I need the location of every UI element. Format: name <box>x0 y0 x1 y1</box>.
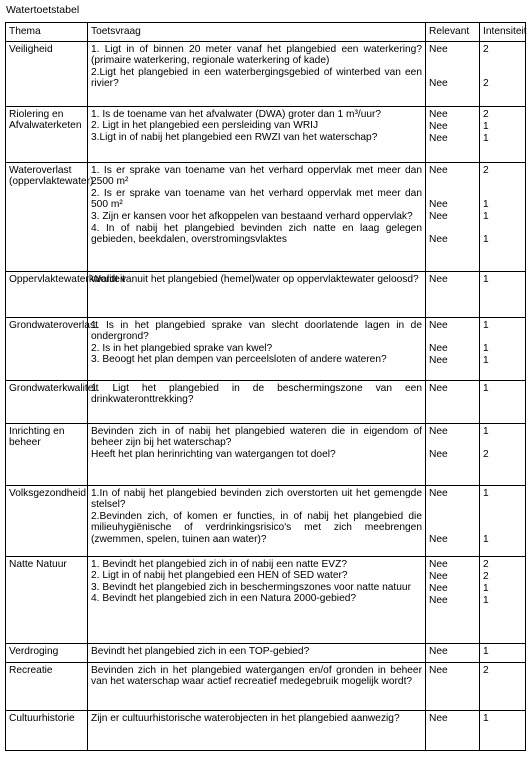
relevant-cell <box>426 643 480 662</box>
intensiteit-cell <box>480 317 526 380</box>
intensiteit-value: 1 <box>483 211 489 222</box>
header-intensiteit: Intensiteit <box>480 23 526 42</box>
thema-cell: Riolering en Afvalwaterketen <box>6 106 88 162</box>
question-text: 2.Bevinden zich, of komen er functies, in of nabij het plangebied die milieuhygiënische of verdrinkingsrisico's met zich meebrengen (zwemmen, spelen, tuinen aan water)? <box>91 510 422 545</box>
intensiteit-value: 1 <box>483 645 489 657</box>
table-row <box>6 423 526 485</box>
question-text: 2. Is er sprake van toename van het verhard oppervlak met meer dan 500 m² <box>91 187 422 211</box>
thema-cell: Inrichting en beheer <box>6 423 88 485</box>
question-text: Heeft het plan herinrichting van watergangen tot doel? <box>91 448 336 460</box>
relevant-value: Nee <box>429 425 448 437</box>
question-text: 2. Ligt in het plangebied een persleiding van WRIJ <box>91 120 319 132</box>
relevant-value: Nee <box>429 133 448 144</box>
table-row <box>6 485 526 556</box>
relevant-cell <box>426 106 480 162</box>
intensiteit-value: 2 <box>483 571 489 582</box>
table-row <box>6 162 526 271</box>
question-text: 4. Bevindt het plangebied zich in een Natura 2000-gebied? <box>91 593 357 605</box>
table-row <box>6 106 526 162</box>
question-text: Bevinden zich in het plangebied watergangen en/of gronden in beheer van het waterschap waar actief recreatief medegebruik mogelijk wordt? <box>91 664 422 688</box>
thema-cell: Cultuurhistorie <box>6 710 88 750</box>
intensiteit-cell <box>480 423 526 485</box>
intensiteit-value: 1 <box>483 273 489 285</box>
question-text: 1.In of nabij het plangebied bevinden zich overstorten uit het gemengde stelsel? <box>91 487 422 511</box>
relevant-value: Nee <box>429 712 448 724</box>
table-row <box>6 41 526 106</box>
relevant-cell <box>426 271 480 317</box>
intensiteit-value: 1 <box>483 319 489 331</box>
relevant-cell <box>426 162 480 271</box>
relevant-value: Nee <box>429 164 448 176</box>
relevant-value: Nee <box>429 319 448 331</box>
intensiteit-value: 1 <box>483 121 489 132</box>
relevant-value: Nee <box>429 43 448 55</box>
intensiteit-value: 1 <box>483 583 489 594</box>
header-relevant: Relevant <box>426 23 480 42</box>
table-body <box>6 41 526 750</box>
toetsvraag-cell <box>88 106 426 162</box>
relevant-value: Nee <box>429 571 448 582</box>
relevant-value: Nee <box>429 343 448 354</box>
relevant-value: Nee <box>429 595 448 606</box>
relevant-value: Nee <box>429 121 448 132</box>
relevant-value: Nee <box>429 234 448 245</box>
table-row <box>6 380 526 423</box>
table-row <box>6 271 526 317</box>
relevant-value: Nee <box>429 534 448 545</box>
header-thema: Thema <box>6 23 88 42</box>
intensiteit-cell <box>480 710 526 750</box>
relevant-value: Nee <box>429 78 448 89</box>
intensiteit-value: 1 <box>483 712 489 724</box>
thema-cell: Grondwateroverlast <box>6 317 88 380</box>
table-row <box>6 662 526 710</box>
intensiteit-cell <box>480 556 526 643</box>
intensiteit-cell <box>480 662 526 710</box>
intensiteit-cell <box>480 106 526 162</box>
thema-cell: Oppervlaktewaterkwaliteit <box>6 271 88 317</box>
relevant-value: Nee <box>429 487 448 499</box>
question-text: 3. Bevindt het plangebied zich in beschermingszones voor natte natuur <box>91 581 411 593</box>
question-text: 3. Beoogt het plan dempen van perceelsloten of andere wateren? <box>91 354 387 366</box>
table-row <box>6 710 526 750</box>
question-text: Bevinden zich in of nabij het plangebied wateren die in eigendom of beheer zijn bij het waterschap? <box>91 425 422 449</box>
question-text: 1. Is in het plangebied sprake van slecht doorlatende lagen in de ondergrond? <box>91 319 422 343</box>
question-text: Bevindt het plangebied zich in een TOP-gebied? <box>91 645 310 657</box>
thema-cell: Veiligheid <box>6 41 88 106</box>
toetsvraag-cell <box>88 162 426 271</box>
question-text: 4. In of nabij het plangebied bevinden zich natte en laag gelegen gebieden, beekdalen, overstromingsvlaktes <box>91 222 422 246</box>
relevant-value: Nee <box>429 211 448 222</box>
toetsvraag-cell <box>88 485 426 556</box>
question-text: 1. Ligt het plangebied in de beschermingszone van een drinkwateronttrekking? <box>91 382 422 406</box>
thema-cell: Wateroverlast (oppervlaktewater) <box>6 162 88 271</box>
question-text: 1. Ligt in of binnen 20 meter vanaf het plangebied een waterkering? (primaire waterkering, regionale waterkering of kade) <box>91 43 422 67</box>
intensiteit-value: 1 <box>483 534 489 545</box>
question-text: 1. Is de toename van het afvalwater (DWA) groter dan 1 m³/uur? <box>91 108 382 120</box>
thema-cell: Recreatie <box>6 662 88 710</box>
thema-cell: Volksgezondheid <box>6 485 88 556</box>
relevant-value: Nee <box>429 664 448 676</box>
relevant-value: Nee <box>429 355 448 366</box>
table-row <box>6 317 526 380</box>
relevant-cell <box>426 485 480 556</box>
intensiteit-value: 2 <box>483 108 489 120</box>
relevant-cell <box>426 423 480 485</box>
intensiteit-value: 2 <box>483 43 489 55</box>
toetsvraag-cell <box>88 380 426 423</box>
relevant-value: Nee <box>429 108 448 120</box>
toetsvraag-cell <box>88 41 426 106</box>
relevant-value: Nee <box>429 449 448 460</box>
table-row <box>6 643 526 662</box>
relevant-cell <box>426 710 480 750</box>
intensiteit-value: 2 <box>483 164 489 176</box>
intensiteit-cell <box>480 271 526 317</box>
toetsvraag-cell <box>88 271 426 317</box>
watertoets-table <box>5 22 526 751</box>
intensiteit-value: 1 <box>483 234 489 245</box>
header-toetsvraag: Toetsvraag <box>88 23 426 42</box>
intensiteit-value: 2 <box>483 449 489 460</box>
intensiteit-value: 2 <box>483 558 489 570</box>
thema-cell: Verdroging <box>6 643 88 662</box>
question-text: Wordt vanuit het plangebied (hemel)water op oppervlaktewater geloosd? <box>91 273 419 285</box>
toetsvraag-cell <box>88 643 426 662</box>
relevant-value: Nee <box>429 382 448 394</box>
intensiteit-value: 2 <box>483 78 489 89</box>
relevant-cell <box>426 556 480 643</box>
question-text: 2.Ligt het plangebied in een waterbergingsgebied of winterbed van een rivier? <box>91 66 422 90</box>
thema-cell: Grondwaterkwaliteit <box>6 380 88 423</box>
intensiteit-value: 1 <box>483 199 489 210</box>
intensiteit-cell <box>480 380 526 423</box>
intensiteit-value: 1 <box>483 355 489 366</box>
intensiteit-cell <box>480 162 526 271</box>
intensiteit-cell <box>480 485 526 556</box>
relevant-cell <box>426 662 480 710</box>
thema-cell: Natte Natuur <box>6 556 88 643</box>
toetsvraag-cell <box>88 710 426 750</box>
toetsvraag-cell <box>88 556 426 643</box>
intensiteit-value: 1 <box>483 133 489 144</box>
question-text: 1. Is er sprake van toename van het verhard oppervlak met meer dan 2500 m² <box>91 164 422 188</box>
header-row <box>6 23 526 42</box>
intensiteit-value: 1 <box>483 382 489 394</box>
relevant-value: Nee <box>429 558 448 570</box>
question-text: 2. Ligt in of nabij het plangebied een HEN of SED water? <box>91 570 348 582</box>
intensiteit-value: 1 <box>483 487 489 499</box>
relevant-value: Nee <box>429 199 448 210</box>
intensiteit-cell <box>480 643 526 662</box>
toetsvraag-cell <box>88 423 426 485</box>
table-caption: Watertoetstabel <box>6 4 80 16</box>
table-row <box>6 556 526 643</box>
intensiteit-value: 2 <box>483 664 489 676</box>
toetsvraag-cell <box>88 317 426 380</box>
relevant-value: Nee <box>429 583 448 594</box>
question-text: 3. Zijn er kansen voor het afkoppelen van bestaand verhard oppervlak? <box>91 210 413 222</box>
question-text: 3.Ligt in of nabij het plangebied een RWZI van het waterschap? <box>91 131 378 143</box>
intensiteit-value: 1 <box>483 343 489 354</box>
intensiteit-cell <box>480 41 526 106</box>
relevant-value: Nee <box>429 645 448 657</box>
question-text: 2. Is in het plangebied sprake van kwel? <box>91 342 273 354</box>
relevant-cell <box>426 317 480 380</box>
question-text: 1. Bevindt het plangebied zich in of nabij een natte EVZ? <box>91 558 347 570</box>
relevant-value: Nee <box>429 273 448 285</box>
relevant-cell <box>426 380 480 423</box>
relevant-cell <box>426 41 480 106</box>
question-text: Zijn er cultuurhistorische waterobjecten in het plangebied aanwezig? <box>91 712 400 724</box>
intensiteit-value: 1 <box>483 425 489 437</box>
intensiteit-value: 1 <box>483 595 489 606</box>
toetsvraag-cell <box>88 662 426 710</box>
